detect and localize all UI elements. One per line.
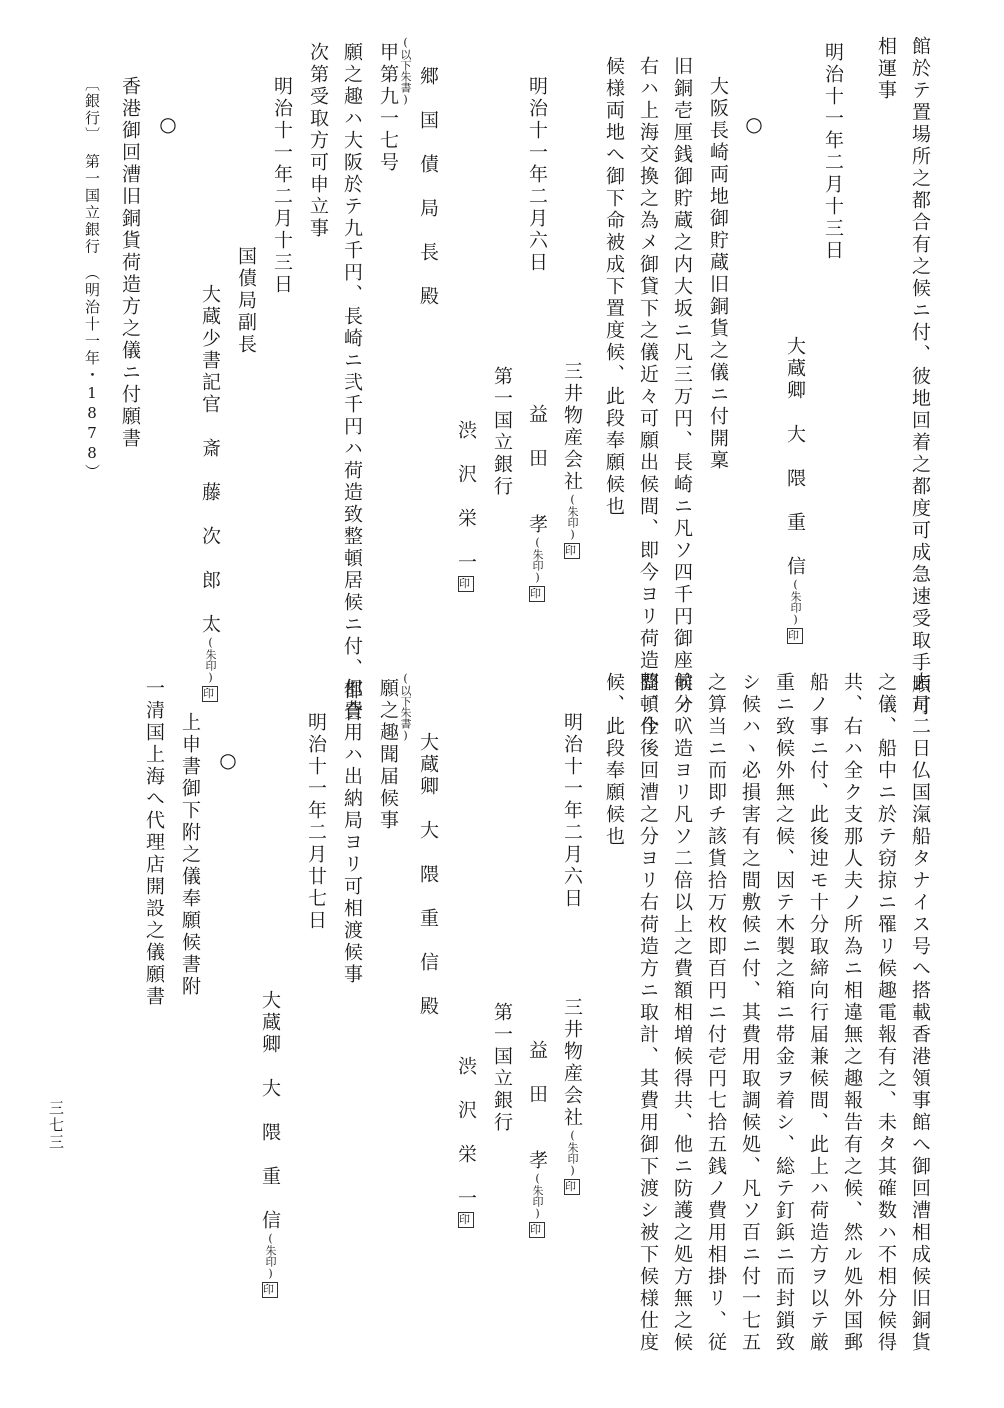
top-section [40, 36, 960, 738]
seal-mark: 印 [459, 1213, 473, 1226]
sender-line [562, 361, 581, 561]
text-column: 願之趣ハ大阪於テ九千円、長崎ニ弐千円ハ荷造致整頓居候ニ付、都合 [341, 42, 363, 724]
text-column: 館於テ置場所之都合有之候ニ付、彼地回着之都度可成急速受取手順可 [909, 36, 931, 718]
vermilion-seal-note: (朱印) [204, 636, 217, 684]
text-column: 共、右ハ全ク支那人夫ノ所為ニ相違無之趣報告有之候、然ル処外国郵 [841, 672, 863, 1354]
section-heading: 大阪長崎両地御貯蔵旧銅貨之儀ニ付開稟 [707, 76, 729, 472]
text-column: 前ノ叺造ヨリ凡ソ二倍以上之費額相増候得共、他ニ防護之処方無之候 [671, 672, 693, 1354]
signer-line [456, 420, 475, 594]
signer-line [527, 1040, 546, 1240]
sender-line [562, 997, 581, 1197]
text-column: 重ニ致候外無之候、因テ木製之箱ニ帯金ヲ着シ、総テ釘鋲ニ而封鎖致 [773, 672, 795, 1354]
vermilion-seal-note: (朱印) [531, 1172, 544, 1220]
seal-mark: 印 [263, 1283, 277, 1296]
date-line: 明治十一年二月十三日 [271, 76, 293, 296]
red-ink-note: (以下朱書) [399, 672, 412, 742]
source-citation: 〔銀行〕 第一国立銀行 （明治十一年・1878） [83, 76, 101, 481]
circle-separator: ○ [156, 112, 180, 139]
vermilion-seal-note: (朱印) [531, 536, 544, 584]
company-name: 第一国立銀行 [491, 1002, 513, 1134]
reference-number: 甲第九一七号 [377, 42, 399, 174]
signer-name: 益 田 孝 [526, 1040, 548, 1172]
signer-line [200, 284, 219, 704]
circle-separator: ○ [216, 748, 240, 775]
bottom-section [40, 672, 960, 1354]
text-column: 船ノ事ニ付、此後迚モ十分取締向行届兼候間、此上ハ荷造方ヲ以テ厳 [807, 672, 829, 1354]
text-column: 候様両地へ御下命被成下置度候、此段奉願候也 [603, 56, 625, 518]
date-line: 明治十一年二月廿七日 [305, 712, 327, 932]
vermilion-seal-note: (朱印) [566, 1129, 579, 1177]
signature-name: 大蔵卿 大 隈 重 信 [784, 336, 806, 578]
date-line: 明治十一年二月十三日 [822, 42, 844, 262]
company-name: 第一国立銀行 [491, 366, 513, 498]
text-column: 之儀、船中ニ於テ窃掠ニ罹リ候趣電報有之、未タ其確数ハ不相分候得 [875, 672, 897, 1354]
text-column: 右ハ上海交換之為メ御貸下之儀近々可願出候間、即今ヨリ荷造整頓仕 [637, 56, 659, 738]
signer-name: 渋 沢 栄 一 [455, 1056, 477, 1210]
page-number: 三七三 [47, 1100, 65, 1151]
company-name: 三井物産会社 [561, 997, 583, 1129]
addressee-line: 郷 国 債 局 長 殿 [417, 66, 439, 308]
seal-mark: 印 [565, 1180, 579, 1193]
seal-mark: 印 [565, 544, 579, 557]
circle-separator: ○ [742, 112, 766, 139]
vermilion-seal-note: (朱印) [566, 493, 579, 541]
signature-line [260, 990, 279, 1300]
vermilion-seal-note: (朱印) [264, 1232, 277, 1280]
seal-mark: 印 [459, 577, 473, 590]
text-column: 一清国上海へ代理店開設之儀願書 [143, 678, 165, 1008]
signer-name: 渋 沢 栄 一 [455, 420, 477, 574]
text-column: 相運事 [875, 36, 897, 102]
section-heading: 上申書御下附之儀奉願候書附 [179, 712, 201, 998]
addressee-line: 大蔵卿 大 隈 重 信 殿 [417, 732, 439, 1018]
signer-line [456, 1056, 475, 1230]
seal-mark: 印 [530, 1223, 544, 1236]
company-name: 三井物産会社 [561, 361, 583, 493]
text-column: 願之趣聞届候事 [377, 678, 399, 832]
text-column: 之算当ニ而即チ該貨拾万枚即百円ニ付壱円七拾五銭ノ費用相掛リ、従 [705, 672, 727, 1354]
section-heading: 香港御回漕旧銅貨荷造方之儀ニ付願書 [119, 76, 141, 450]
signer-name: 益 田 孝 [526, 404, 548, 536]
seal-mark: 印 [788, 629, 802, 642]
date-line: 明治十一年二月六日 [526, 76, 548, 274]
red-ink-note: (以下朱書) [399, 36, 412, 106]
text-column: 但費用ハ出納局ヨリ可相渡候事 [341, 678, 363, 986]
text-column: 旧銅壱厘銭御貯蔵之内大坂ニ凡三万円、長崎ニ凡ソ四千円御座候分、 [671, 56, 693, 738]
text-column: 次第受取方可申立事 [307, 42, 329, 240]
text-column: シ候ハヽ必損害有之間敷候ニ付、其費用取調候処、凡ソ百ニ付一七五 [739, 672, 761, 1354]
text-column: 去月二日仏国滊船タナイス号へ搭載香港領事館へ御回漕相成候旧銅貨 [909, 672, 931, 1354]
signature-line [785, 336, 804, 646]
date-line: 明治十一年二月六日 [561, 712, 583, 910]
signature-name: 大蔵卿 大 隈 重 信 [259, 990, 281, 1232]
seal-mark: 印 [203, 687, 217, 700]
text-column: 間、今後回漕之分ヨリ右荷造方ニ取計、其費用御下渡シ被下候様仕度 [637, 672, 659, 1354]
signer-name: 大蔵少書記官 斎 藤 次 郎 太 [199, 284, 221, 636]
vermilion-seal-note: (朱印) [789, 578, 802, 626]
official-title: 国債局副長 [235, 246, 257, 356]
text-column: 候、此段奉願候也 [603, 672, 625, 848]
seal-mark: 印 [530, 587, 544, 600]
signer-line [527, 404, 546, 604]
